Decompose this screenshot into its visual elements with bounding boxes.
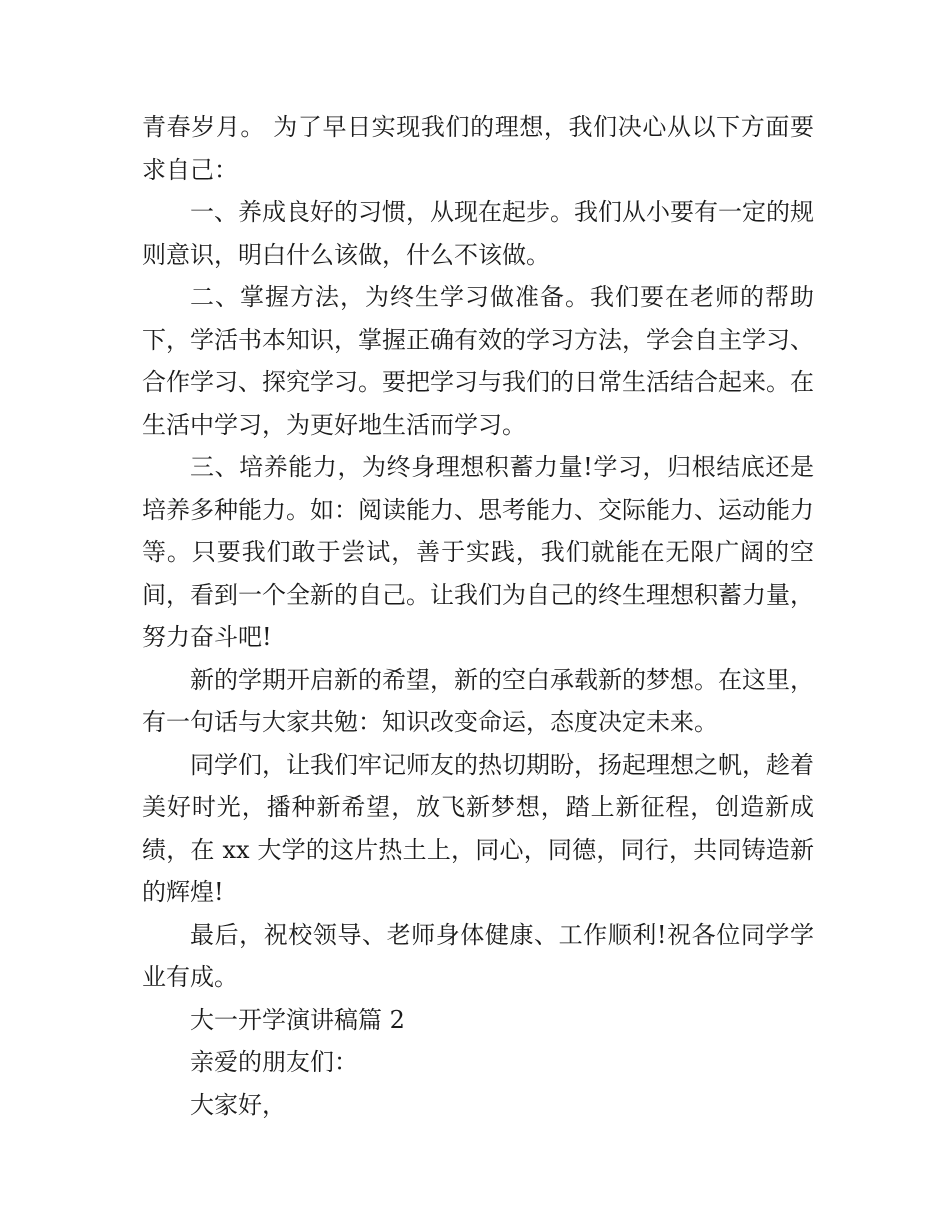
paragraph: 同学们，让我们牢记师友的热切期盼，扬起理想之帆，趁着美好时光，播种新希望，放飞新梦想，踏上新征程，创造新成绩，在 xx 大学的这片热土上，同心，同德，同行，共同铸造新的辉煌! [142,750,814,906]
paragraph: 最后，祝校领导、老师身体健康、工作顺利!祝各位同学学业有成。 [142,920,814,991]
paragraph: 青春岁月。 为了早日实现我们的理想，我们决心从以下方面要求自己： [142,113,814,184]
section-heading: 大一开学演讲稿篇 2 [190,1005,405,1034]
paragraph: 三、培养能力，为终身理想积蓄力量!学习，归根结底还是培养多种能力。如：阅读能力、思考能力、交际能力、运动能力等。只要我们敢于尝试，善于实践，我们就能在无限广阔的空间，看到一个全新的自己。让我们为自己的终生理想积蓄力量，努力奋斗吧! [142,453,814,651]
salutation: 亲爱的朋友们： [190,1048,358,1076]
paragraph: 二、掌握方法，为终生学习做准备。我们要在老师的帮助下，学活书本知识，掌握正确有效的学习方法，学会自主学习、合作学习、探究学习。要把学习与我们的日常生活结合起来。在生活中学习，为更好地生活而学习。 [142,283,814,439]
greeting: 大家好， [190,1090,286,1119]
paragraph: 一、养成良好的习惯，从现在起步。我们从小要有一定的规则意识，明白什么该做，什么不该做。 [142,198,814,269]
paragraph: 新的学期开启新的希望，新的空白承载新的梦想。在这里，有一句话与大家共勉：知识改变命运，态度决定未来。 [142,665,814,736]
document-body [142,106,814,1126]
